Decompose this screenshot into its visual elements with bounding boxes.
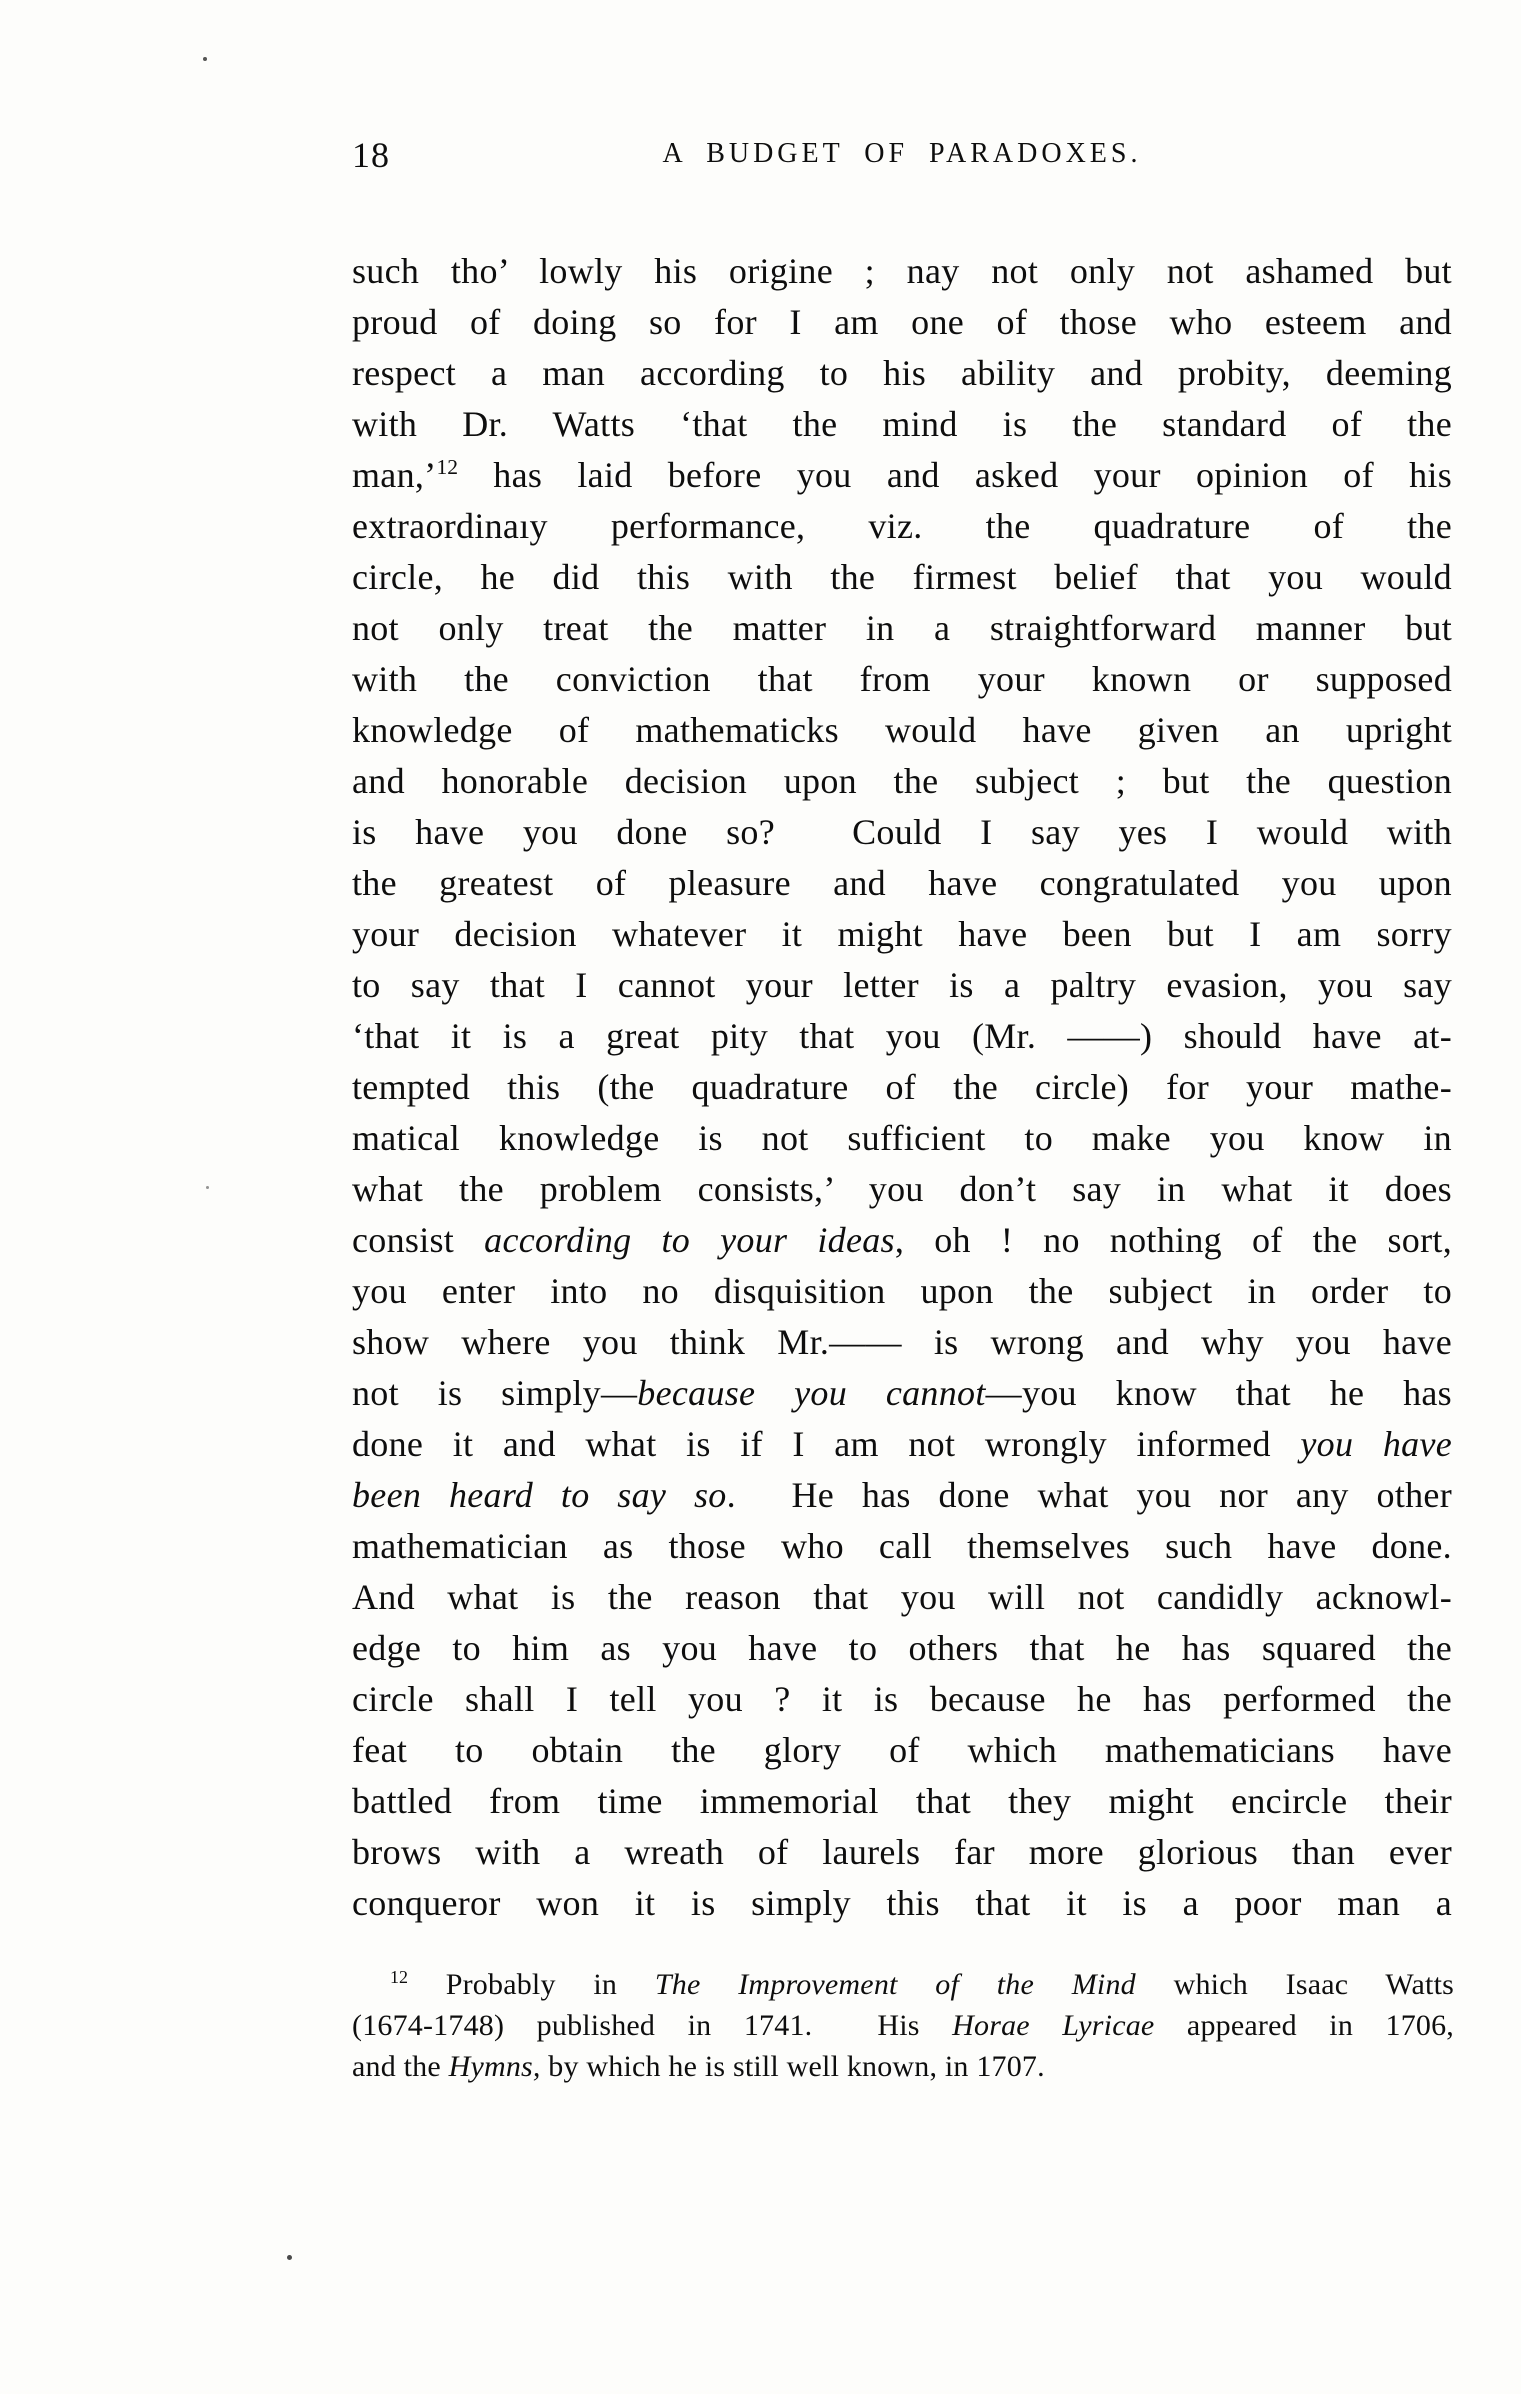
text-line [352, 1964, 1454, 2005]
text-segment: and honorable decision upon the subject ; but the question [352, 761, 1452, 801]
text-line [352, 807, 1452, 858]
text-segment: has laid before you and asked your opinion of his [458, 455, 1452, 495]
text-line [352, 1113, 1452, 1164]
text-line [352, 1266, 1452, 1317]
text-segment: which Isaac Watts [1135, 1968, 1455, 2001]
body-text [352, 246, 1452, 1929]
text-segment: , oh ! no nothing of the sort, [894, 1220, 1452, 1260]
text-segment: matical knowledge is not sufficient to make you know in [352, 1118, 1452, 1158]
text-segment: to say that I cannot your letter is a paltry evasion, you say [352, 965, 1452, 1005]
text-segment: done it and what is if I am not wrongly informed [352, 1424, 1301, 1464]
footnote [352, 1964, 1454, 2087]
text-line [352, 756, 1452, 807]
text-line [352, 1011, 1452, 1062]
text-segment: Probably in [408, 1968, 655, 2001]
emphasized-text: because you cannot [637, 1373, 986, 1413]
text-line [352, 1470, 1452, 1521]
emphasized-text: The Improvement of the Mind [654, 1968, 1136, 2001]
text-line [352, 1725, 1452, 1776]
text-segment: consist [352, 1220, 485, 1260]
text-line [352, 1827, 1452, 1878]
text-line [352, 450, 1452, 501]
text-segment: the greatest of pleasure and have congratulated you upon [352, 863, 1452, 903]
page-number: 18 [352, 135, 390, 175]
emphasized-text: been heard to say so [352, 1475, 727, 1515]
text-line [352, 960, 1452, 1011]
text-segment: And what is the reason that you will not candidly acknowl- [352, 1577, 1452, 1617]
text-segment: tempted this (the quadrature of the circle) for your mathe- [352, 1067, 1452, 1107]
text-line [352, 501, 1452, 552]
text-segment: not only treat the matter in a straightforward manner but [352, 608, 1452, 648]
text-segment: extraordinaıy performance, viz. the quadrature of the [352, 506, 1452, 546]
text-line [352, 1164, 1452, 1215]
text-line [352, 603, 1452, 654]
text-segment: your decision whatever it might have been but I am sorry [352, 914, 1452, 954]
text-segment: not is simply— [352, 1373, 638, 1413]
scan-artifact-dot [203, 57, 207, 61]
text-line [352, 1623, 1452, 1674]
running-title: A BUDGET OF PARADOXES. [662, 138, 1142, 169]
text-segment: feat to obtain the glory of which mathematicians have [352, 1730, 1452, 1770]
text-segment: knowledge of mathematicks would have given an upright [352, 710, 1452, 750]
text-line [352, 1776, 1452, 1827]
text-line [352, 348, 1452, 399]
text-segment: is have you done so? Could I say yes I would with [352, 812, 1452, 852]
emphasized-text: you have [1300, 1424, 1452, 1464]
emphasized-text: Horae Lyricae [952, 2009, 1155, 2042]
text-segment: edge to him as you have to others that he has squared the [352, 1628, 1452, 1668]
text-segment: with the conviction that from your known or supposed [352, 659, 1452, 699]
text-segment: such tho’ lowly his origine ; nay not only not ashamed but [352, 251, 1452, 291]
text-segment: you enter into no disquisition upon the subject in order to [352, 1271, 1452, 1311]
scan-artifact-dot [206, 1186, 209, 1189]
text-line [352, 246, 1452, 297]
text-segment: and the [352, 2050, 449, 2083]
text-line [352, 909, 1452, 960]
text-segment: with Dr. Watts ‘that the mind is the standard of the [352, 404, 1452, 444]
text-line [352, 552, 1452, 603]
text-line [352, 1215, 1452, 1266]
text-segment: man,’ [352, 455, 437, 495]
text-segment: what the problem consists,’ you don’t say in what it does [352, 1169, 1452, 1209]
text-line [352, 2046, 1454, 2087]
text-segment: mathematician as those who call themselves such have done. [352, 1526, 1452, 1566]
text-line [352, 1368, 1452, 1419]
text-line [352, 654, 1452, 705]
text-line [352, 1878, 1452, 1929]
text-segment: by which he is still well known, in 1707. [540, 2050, 1045, 2083]
footnote-reference: 12 [390, 1967, 408, 1987]
text-line [352, 1572, 1452, 1623]
text-line [352, 2005, 1454, 2046]
text-segment: brows with a wreath of laurels far more glorious than ever [352, 1832, 1452, 1872]
text-segment: . He has done what you nor any other [726, 1475, 1452, 1515]
text-segment: show where you think Mr.—— is wrong and why you have [352, 1322, 1452, 1362]
text-segment: (1674-1748) published in 1741. His [352, 2009, 953, 2042]
scan-artifact-dot [287, 2255, 292, 2260]
text-line [352, 399, 1452, 450]
text-segment: respect a man according to his ability and probity, deeming [352, 353, 1452, 393]
text-line [352, 297, 1452, 348]
text-segment: proud of doing so for I am one of those who esteem and [352, 302, 1452, 342]
footnote-reference: 12 [436, 455, 459, 479]
page-header [352, 134, 1452, 174]
text-segment: battled from time immemorial that they might encircle their [352, 1781, 1452, 1821]
text-line [352, 1521, 1452, 1572]
text-line [352, 1674, 1452, 1725]
text-line [352, 1419, 1452, 1470]
text-segment: circle shall I tell you ? it is because he has performed the [352, 1679, 1452, 1719]
emphasized-text: Hymns, [448, 2050, 541, 2083]
text-segment: appeared in 1706, [1154, 2009, 1455, 2042]
text-segment: conqueror won it is simply this that it is a poor man a [352, 1883, 1452, 1923]
emphasized-text: according to your ideas [484, 1220, 895, 1260]
text-segment: ‘that it is a great pity that you (Mr. ——) should have at- [352, 1016, 1452, 1056]
text-segment: —you know that he has [985, 1373, 1452, 1413]
text-line [352, 1062, 1452, 1113]
text-line [352, 858, 1452, 909]
text-segment: circle, he did this with the firmest belief that you would [352, 557, 1452, 597]
text-line [352, 705, 1452, 756]
text-line [352, 1317, 1452, 1368]
